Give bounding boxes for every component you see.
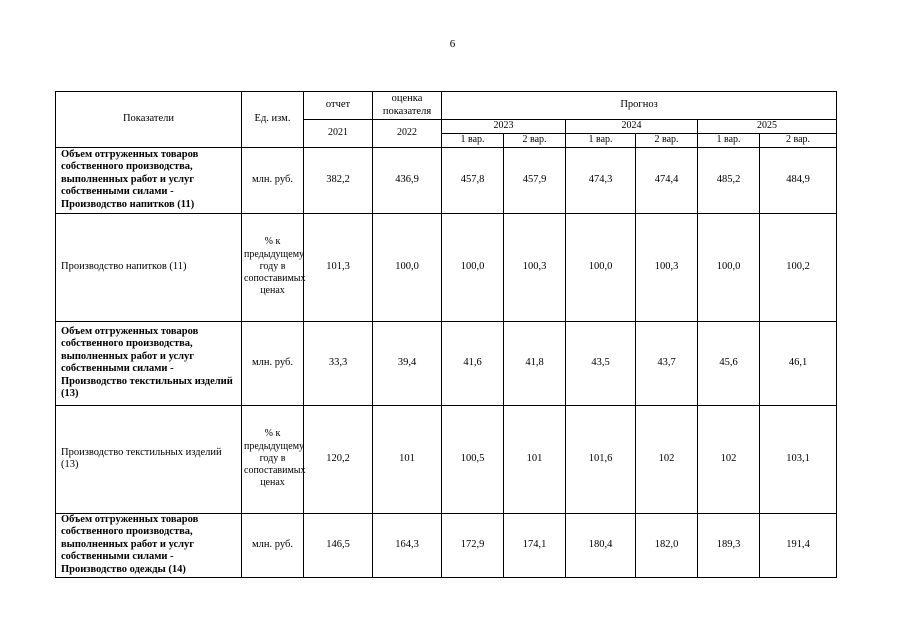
cell-value: 102 [698, 405, 760, 513]
row-unit: млн. руб. [242, 321, 304, 405]
cell-value: 101,3 [304, 213, 373, 321]
cell-value: 101 [373, 405, 442, 513]
page-number: 6 [449, 38, 456, 50]
table-row [56, 213, 837, 321]
cell-value: 43,7 [636, 321, 698, 405]
cell-value: 457,9 [504, 147, 566, 213]
cell-value: 102 [636, 405, 698, 513]
cell-value: 191,4 [760, 513, 837, 577]
row-unit: % к предыдущему году в сопоставимых ценах [242, 213, 304, 321]
header-2025-var2: 2 вар. [760, 134, 837, 148]
cell-value: 189,3 [698, 513, 760, 577]
row-indicator: Объем отгруженных товаров собственного производства, выполненных работ и услуг собственными силами - Производство одежды (14) [56, 513, 242, 577]
cell-value: 41,6 [442, 321, 504, 405]
header-2024-var1: 1 вар. [566, 134, 636, 148]
header-year-2022: 2022 [373, 120, 442, 148]
row-unit: млн. руб. [242, 147, 304, 213]
cell-value: 100,3 [504, 213, 566, 321]
cell-value: 164,3 [373, 513, 442, 577]
header-2023-var2: 2 вар. [504, 134, 566, 148]
table-row [56, 147, 837, 213]
row-unit: млн. руб. [242, 513, 304, 577]
header-report: отчет [304, 92, 373, 120]
cell-value: 146,5 [304, 513, 373, 577]
header-year-2024: 2024 [566, 120, 698, 134]
header-2025-var1: 1 вар. [698, 134, 760, 148]
cell-value: 174,1 [504, 513, 566, 577]
cell-value: 182,0 [636, 513, 698, 577]
table-row [56, 321, 837, 405]
cell-value: 100,2 [760, 213, 837, 321]
header-2023-var1: 1 вар. [442, 134, 504, 148]
cell-value: 457,8 [442, 147, 504, 213]
cell-value: 172,9 [442, 513, 504, 577]
cell-value: 45,6 [698, 321, 760, 405]
cell-value: 436,9 [373, 147, 442, 213]
cell-value: 474,3 [566, 147, 636, 213]
row-indicator: Объем отгруженных товаров собственного производства, выполненных работ и услуг собственными силами - Производство напитков (11) [56, 147, 242, 213]
cell-value: 100,0 [373, 213, 442, 321]
header-estimate: оценка показателя [373, 92, 442, 120]
cell-value: 101 [504, 405, 566, 513]
table-row [56, 513, 837, 577]
cell-value: 180,4 [566, 513, 636, 577]
cell-value: 41,8 [504, 321, 566, 405]
cell-value: 33,3 [304, 321, 373, 405]
header-year-2021: 2021 [304, 120, 373, 148]
forecast-table [55, 91, 837, 578]
header-forecast: Прогноз [442, 92, 837, 120]
header-indicators: Показатели [56, 92, 242, 148]
cell-value: 382,2 [304, 147, 373, 213]
header-year-2025: 2025 [698, 120, 837, 134]
cell-value: 100,0 [442, 213, 504, 321]
row-indicator: Производство напитков (11) [56, 213, 242, 321]
table-row [56, 405, 837, 513]
row-unit: % к предыдущему году в сопоставимых ценах [242, 405, 304, 513]
cell-value: 474,4 [636, 147, 698, 213]
cell-value: 103,1 [760, 405, 837, 513]
cell-value: 43,5 [566, 321, 636, 405]
row-indicator: Объем отгруженных товаров собственного производства, выполненных работ и услуг собственными силами - Производство текстильных изделий (13) [56, 321, 242, 405]
cell-value: 100,0 [698, 213, 760, 321]
cell-value: 484,9 [760, 147, 837, 213]
cell-value: 100,3 [636, 213, 698, 321]
cell-value: 46,1 [760, 321, 837, 405]
cell-value: 39,4 [373, 321, 442, 405]
cell-value: 101,6 [566, 405, 636, 513]
header-year-2023: 2023 [442, 120, 566, 134]
cell-value: 485,2 [698, 147, 760, 213]
header-unit: Ед. изм. [242, 92, 304, 148]
cell-value: 100,5 [442, 405, 504, 513]
cell-value: 100,0 [566, 213, 636, 321]
row-indicator: Производство текстильных изделий (13) [56, 405, 242, 513]
cell-value: 120,2 [304, 405, 373, 513]
header-2024-var2: 2 вар. [636, 134, 698, 148]
